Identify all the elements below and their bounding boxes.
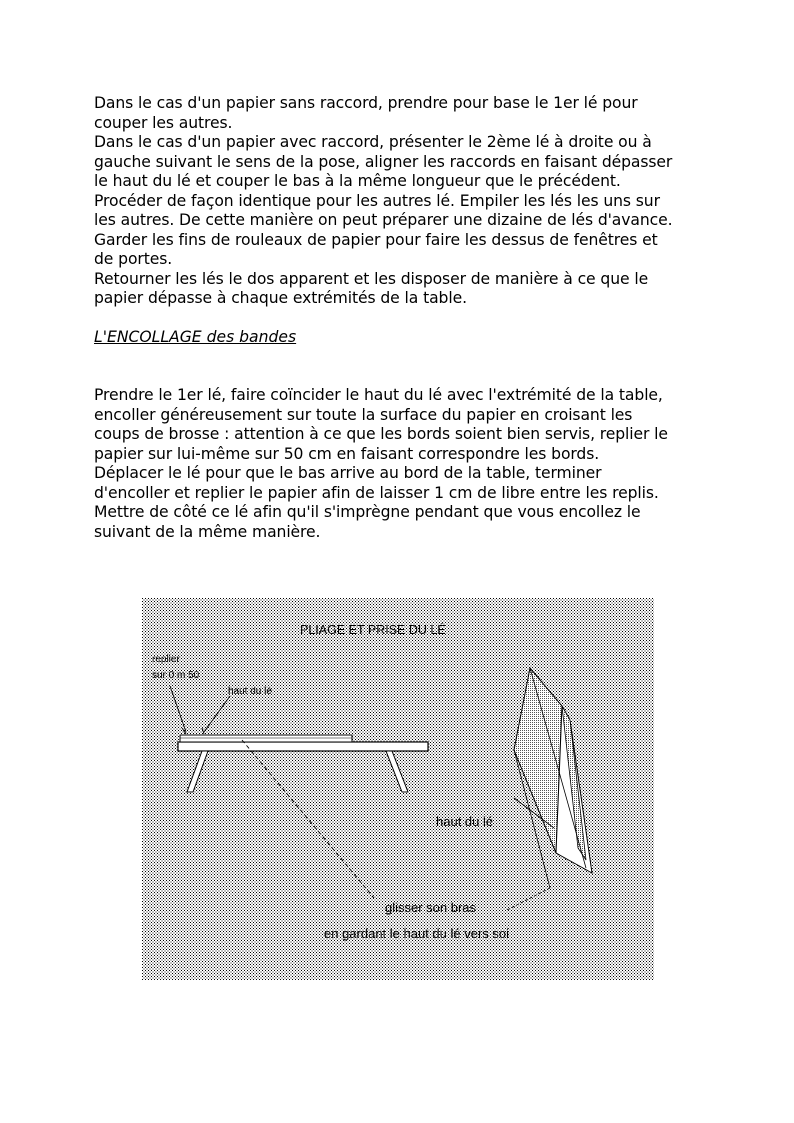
text-line: de portes. [94,250,173,268]
text-line: les autres. De cette manière on peut préparer une dizaine de lés d'avance. [94,211,673,229]
figure-title: PLIAGE ET PRISE DU LÉ [300,623,446,637]
text-line: d'encoller et replier le papier afin de laisser 1 cm de libre entre les replis. [94,483,659,502]
text-line: encoller généreusement sur toute la surface du papier en croisant les [94,405,633,424]
label-haut-du-le-right: haut du lé [436,814,494,829]
illustration-pliage [142,598,654,980]
text-line: Déplacer le lé pour que le bas arrive au bord de la table, terminer [94,464,602,482]
illustration-svg [142,598,654,980]
text-line: Garder les fins de rouleaux de papier pour faire les dessus de fenêtres et [94,230,658,249]
label-en-gardant: en gardant le haut du lé vers soi [324,926,510,941]
text-line: gauche suivant le sens de la pose, aligner les raccords en faisant dépasser [94,152,673,171]
text-line: le haut du lé et couper le bas à la même longueur que le précédent. [94,172,621,190]
label-replier-1: replier [152,654,180,665]
text-line: Dans le cas d'un papier avec raccord, présenter le 2ème lé à droite ou à [94,133,652,151]
text-line: coups de brosse : attention à ce que les bords soient bien servis, replier le [94,425,668,443]
label-haut-du-le-table: haut du lé [228,686,272,697]
label-replier-2: sur 0 m 50 [152,670,200,681]
paragraph-encollage [94,386,714,542]
label-glisser: glisser son bras [385,900,477,915]
text-line: Dans le cas d'un papier sans raccord, prendre pour base le 1er lé pour [94,94,638,112]
text-line: couper les autres. [94,113,233,132]
text-line: papier sur lui-même sur 50 cm en faisant correspondre les bords. [94,444,600,463]
paragraph-preparation [94,94,714,309]
section-heading: L'ENCOLLAGE des bandes [94,328,297,346]
text-line: Prendre le 1er lé, faire coïncider le haut du lé avec l'extrémité de la table, [94,386,663,404]
text-line: papier dépasse à chaque extrémités de la table. [94,289,467,307]
text-line: Procéder de façon identique pour les autres lé. Empiler les lés les uns sur [94,191,660,210]
text-line: Mettre de côté ce lé afin qu'il s'imprègne pendant que vous encollez le [94,503,641,521]
text-line: suivant de la même manière. [94,522,321,541]
text-line: Retourner les lés le dos apparent et les disposer de manière à ce que le [94,269,649,288]
